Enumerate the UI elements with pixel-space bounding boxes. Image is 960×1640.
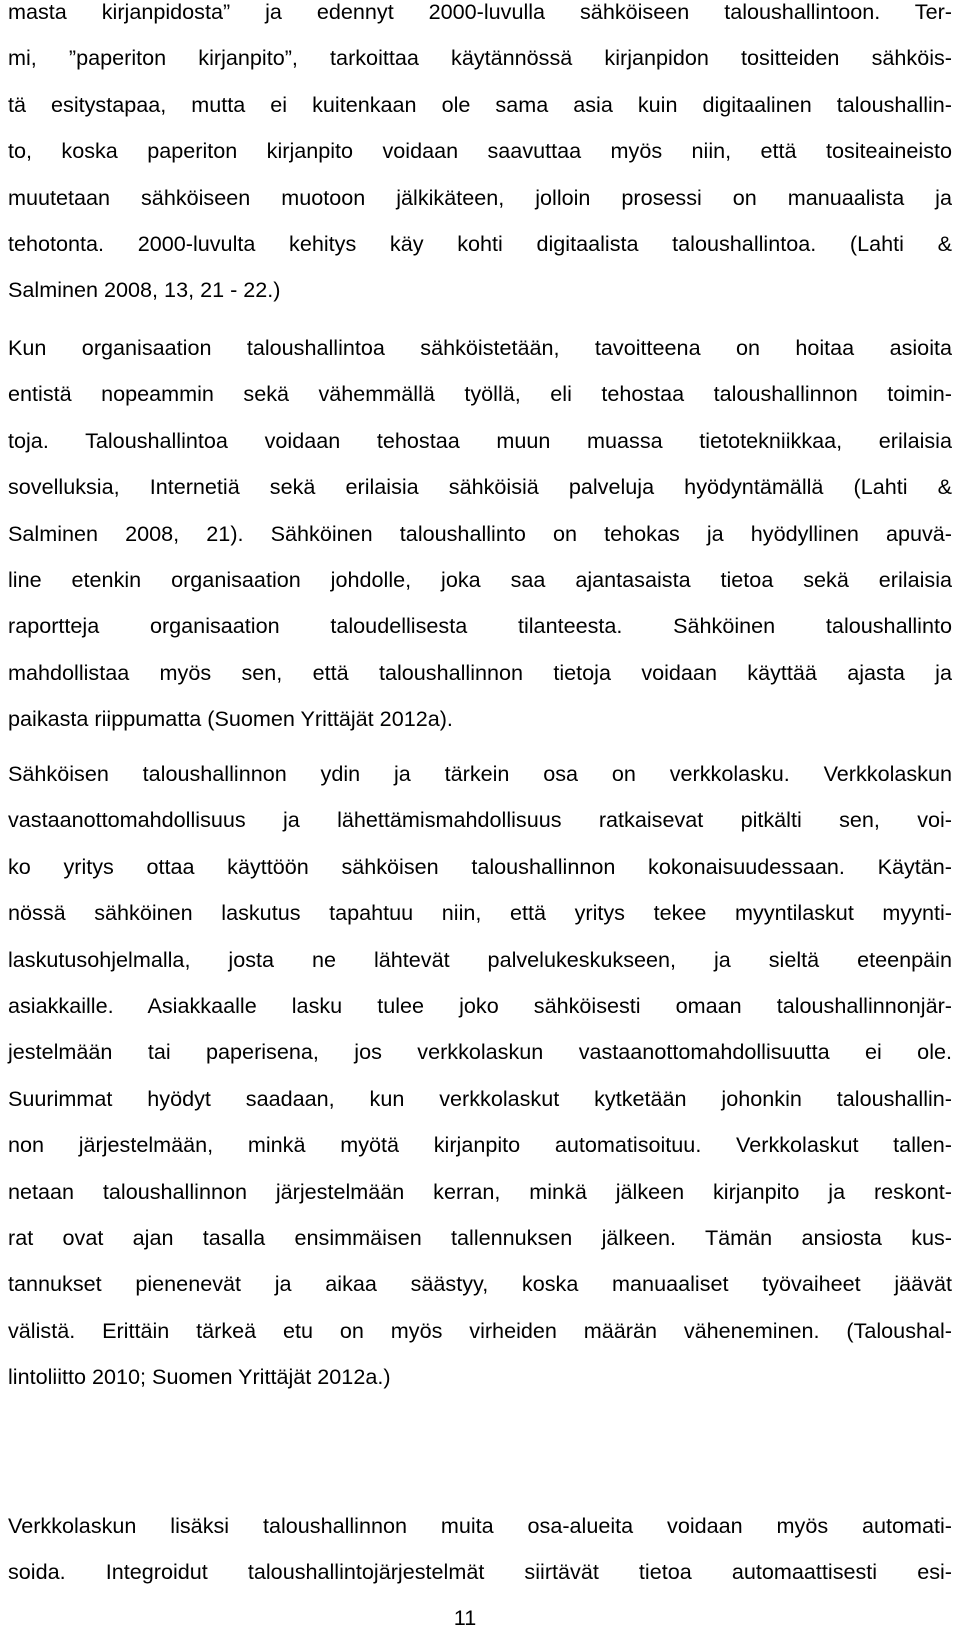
text-line: tehotonta. 2000-luvulta kehitys käy kohti digitaalista taloushallintoa. (Lahti &: [8, 230, 952, 256]
text-line: laskutusohjelmalla, josta ne lähtevät palvelukeskukseen, ja sieltä eteenpäin: [8, 946, 952, 972]
text-line: netaan taloushallinnon järjestelmään kerran, minkä jälkeen kirjanpito ja reskont-: [8, 1178, 952, 1204]
paragraph: [8, 751, 952, 1400]
text-line: vastaanottomahdollisuus ja lähettämismahdollisuus ratkaisevat pitkälti sen, voi-: [8, 807, 952, 833]
text-line: muutetaan sähköiseen muotoon jälkikäteen, jolloin prosessi on manuaalista ja: [8, 184, 952, 210]
text-line: tannukset pienenevät ja aikaa säästyy, koska manuaaliset työvaiheet jäävät: [8, 1271, 952, 1297]
text-line: Salminen 2008, 21). Sähköinen taloushallinto on tehokas ja hyödyllinen apuvä-: [8, 520, 952, 546]
paragraph: [8, 325, 952, 743]
text-line: Kun organisaation taloushallintoa sähköistetään, tavoitteena on hoitaa asioita: [8, 335, 952, 360]
text-line: to, koska paperiton kirjanpito voidaan saavuttaa myös niin, että tositeaineisto: [8, 138, 952, 164]
text-line: asiakkaille. Asiakkaalle lasku tulee joko sähköisesti omaan taloushallinnonjär-: [8, 992, 952, 1018]
text-line: mahdollistaa myös sen, että taloushallinnon tietoja voidaan käyttää ajasta ja: [8, 659, 952, 685]
text-line: ko yritys ottaa käyttöön sähköisen taloushallinnon kokonaisuudessaan. Käytän-: [8, 853, 952, 879]
text-line: tä esitystapaa, mutta ei kuitenkaan ole sama asia kuin digitaalinen taloushallin-: [8, 91, 952, 117]
page-number: 11: [453, 1605, 477, 1630]
text-line: mi, ”paperiton kirjanpito”, tarkoittaa käytännössä kirjanpidon tositteiden sähköis-: [8, 45, 952, 71]
text-line: jestelmään tai paperisena, jos verkkolaskun vastaanottomahdollisuutta ei ole.: [8, 1039, 952, 1065]
paragraph: [8, 0, 952, 314]
text-line: non järjestelmään, minkä myötä kirjanpito automatisoituu. Verkkolaskut tallen-: [8, 1132, 952, 1158]
text-line: paikasta riippumatta (Suomen Yrittäjät 2012a).: [8, 706, 453, 732]
text-line: masta kirjanpidosta” ja edennyt 2000-luvulla sähköiseen taloushallintoon. Ter-: [8, 0, 952, 24]
text-line: nössä sähköinen laskutus tapahtuu niin, että yritys tekee myyntilaskut myynti-: [8, 900, 952, 926]
text-line: Verkkolaskun lisäksi taloushallinnon muita osa-alueita voidaan myös automati-: [8, 1513, 952, 1538]
paragraph: [8, 1503, 952, 1596]
text-line: sovelluksia, Internetiä sekä erilaisia sähköisiä palveluja hyödyntämällä (Lahti &: [8, 474, 952, 500]
text-line: raportteja organisaation taloudellisesta tilanteesta. Sähköinen taloushallinto: [8, 613, 952, 639]
text-line: Suurimmat hyödyt saadaan, kun verkkolaskut kytketään johonkin taloushallin-: [8, 1085, 952, 1111]
text-line: rat ovat ajan tasalla ensimmäisen tallennuksen jälkeen. Tämän ansiosta kus-: [8, 1224, 952, 1250]
text-line: lintoliitto 2010; Suomen Yrittäjät 2012a.): [8, 1364, 391, 1390]
text-line: Salminen 2008, 13, 21 - 22.): [8, 277, 281, 303]
text-line: entistä nopeammin sekä vähemmällä työllä, eli tehostaa taloushallinnon toimin-: [8, 381, 952, 407]
text-line: line etenkin organisaation johdolle, joka saa ajantasaista tietoa sekä erilaisia: [8, 566, 952, 592]
text-line: soida. Integroidut taloushallintojärjestelmät siirtävät tietoa automaattisesti esi-: [8, 1559, 952, 1585]
text-line: välistä. Erittäin tärkeä etu on myös virheiden määrän väheneminen. (Taloushal-: [8, 1317, 952, 1343]
text-line: toja. Taloushallintoa voidaan tehostaa muun muassa tietotekniikkaa, erilaisia: [8, 427, 952, 453]
text-line: Sähköisen taloushallinnon ydin ja tärkein osa on verkkolasku. Verkkolaskun: [8, 761, 952, 786]
